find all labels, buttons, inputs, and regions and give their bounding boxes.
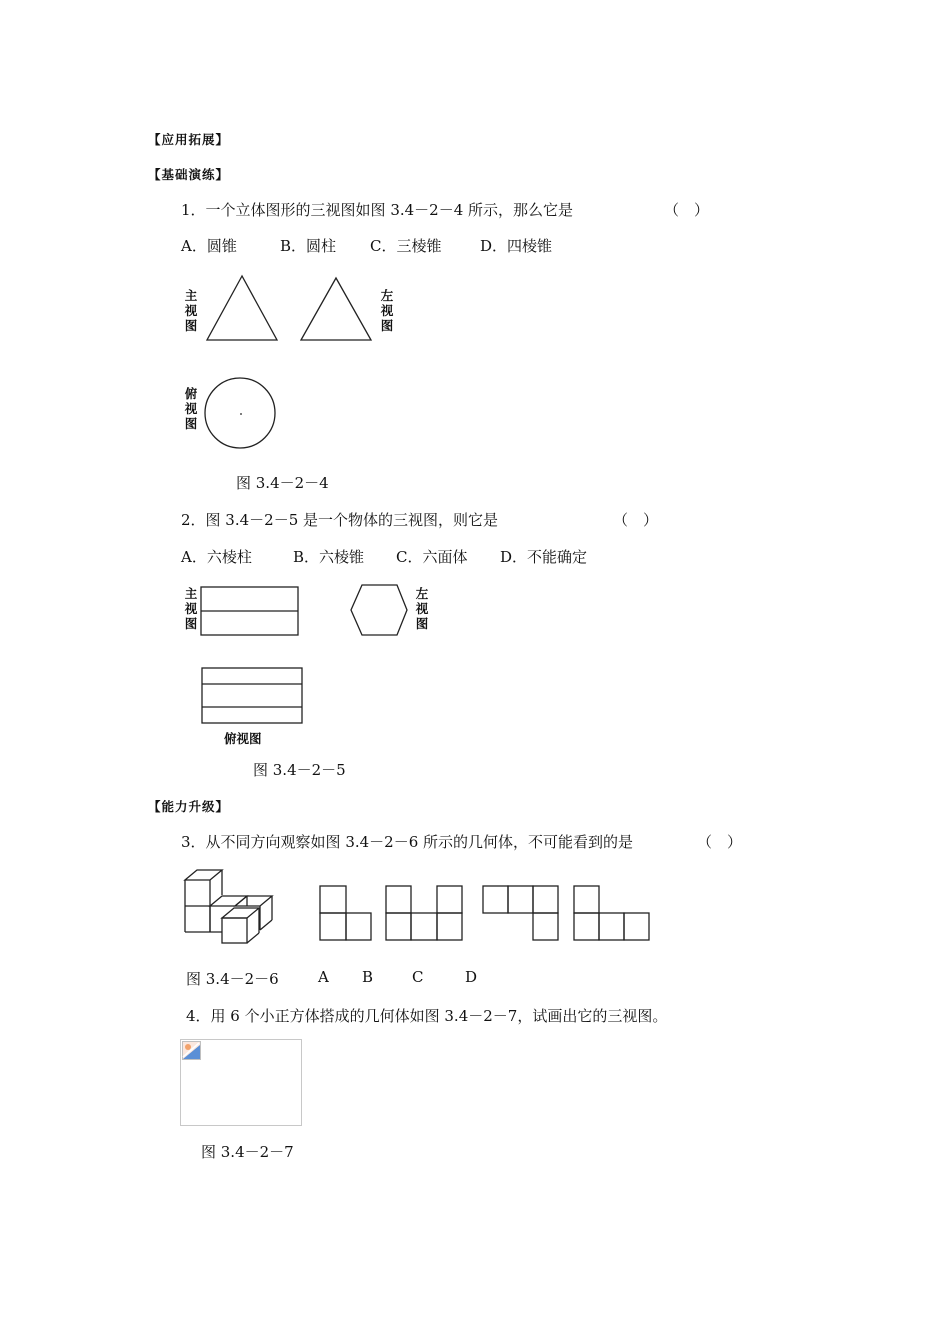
section-upgrade: 【能力升级】 bbox=[148, 799, 230, 814]
question-3-text: 3．从不同方向观察如图 3.4－2－6 所示的几何体，不可能看到的是 bbox=[181, 833, 634, 851]
q1-front-view-label: 主视图 bbox=[184, 288, 198, 333]
q2-top-view-label: 俯视图 bbox=[224, 731, 262, 746]
question-2-text: 2．图 3.4－2－5 是一个物体的三视图，则它是 bbox=[181, 511, 499, 529]
q1-option-b: B．圆柱 bbox=[280, 237, 337, 255]
q2-option-b: B．六棱锥 bbox=[293, 548, 365, 566]
q2-front-view-label: 主视图 bbox=[184, 586, 198, 631]
q2-left-view-label: 左视图 bbox=[415, 586, 429, 631]
figure-caption-3-4-2-5: 图 3.4－2－5 bbox=[253, 761, 346, 779]
q1-option-a: A．圆锥 bbox=[181, 237, 237, 255]
section-apply: 【应用拓展】 bbox=[148, 132, 230, 147]
q3-choice-a-label: A bbox=[318, 968, 329, 986]
q3-choice-c-label: C bbox=[412, 968, 424, 986]
question-4-text: 4．用 6 个小正方体搭成的几何体如图 3.4－2－7，试画出它的三视图。 bbox=[186, 1007, 668, 1025]
q1-option-c: C．三棱锥 bbox=[370, 237, 442, 255]
question-3-answer-paren: （ ） bbox=[697, 833, 743, 851]
q4-image-placeholder bbox=[180, 1039, 302, 1126]
figure-caption-3-4-2-6: 图 3.4－2－6 bbox=[186, 970, 279, 988]
broken-image-icon bbox=[182, 1041, 202, 1061]
q1-left-view-label: 左视图 bbox=[380, 288, 394, 333]
q2-option-c: C．六面体 bbox=[396, 548, 468, 566]
q2-option-d: D．不能确定 bbox=[500, 548, 588, 566]
figure-caption-3-4-2-4: 图 3.4－2－4 bbox=[236, 474, 329, 492]
question-1-answer-paren: （ ） bbox=[664, 201, 710, 219]
q2-option-a: A．六棱柱 bbox=[181, 548, 252, 566]
q1-option-d: D．四棱锥 bbox=[480, 237, 553, 255]
q3-choice-b-label: B bbox=[362, 968, 374, 986]
section-basic: 【基础演练】 bbox=[148, 167, 230, 182]
question-2-answer-paren: （ ） bbox=[613, 511, 659, 529]
q1-top-view-label: 俯视图 bbox=[184, 386, 198, 431]
figure-caption-3-4-2-7: 图 3.4－2－7 bbox=[201, 1143, 294, 1161]
q3-choice-d-label: D bbox=[465, 968, 478, 986]
question-1-text: 1．一个立体图形的三视图如图 3.4－2－4 所示，那么它是 bbox=[181, 201, 574, 219]
